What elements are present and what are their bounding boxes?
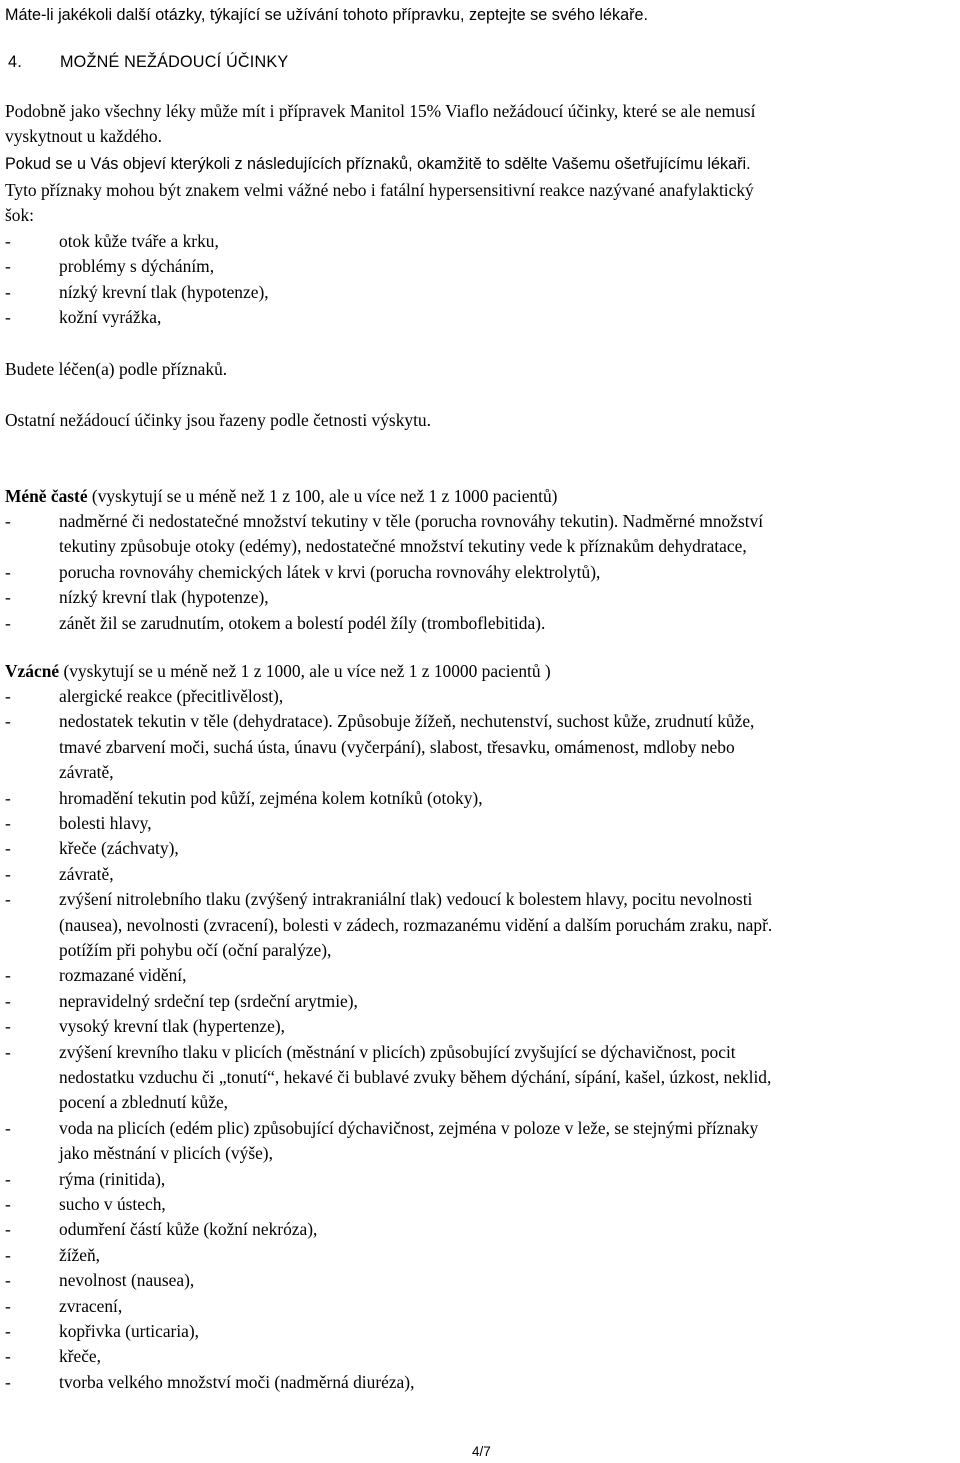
list-item-text: nedostatku vzduchu či „tonutí“, hekavé či bublavé zvuky během dýchání, sípání, kašel, úzkost, neklid, bbox=[59, 1067, 772, 1087]
list-dash: - bbox=[5, 1168, 11, 1189]
list-item-text: porucha rovnováhy chemických látek v krvi (porucha rovnováhy elektrolytů), bbox=[59, 561, 601, 582]
list-item-text: jako městnání v plicích (výše), bbox=[59, 1143, 273, 1164]
list-item-text: alergické reakce (přecitlivělost), bbox=[59, 686, 284, 706]
list-item-text: vysoký krevní tlak (hypertenze), bbox=[59, 1016, 286, 1037]
section-number: 4. bbox=[8, 53, 22, 71]
list-item-text: (nausea), nevolnosti (zvracení), bolesti v zádech, rozmazanému vidění a dalším poruchám zraku, např. bbox=[59, 914, 773, 935]
list-dash: - bbox=[5, 1244, 11, 1265]
list-dash: - bbox=[5, 686, 11, 706]
section-title: MOŽNÉ NEŽÁDOUCÍ ÚČINKY bbox=[60, 53, 289, 71]
list-item-text: nízký krevní tlak (hypotenze), bbox=[59, 587, 269, 608]
list-dash: - bbox=[5, 1194, 11, 1214]
list-dash: - bbox=[5, 587, 11, 608]
list-item-text: otok kůže tváře a krku, bbox=[59, 231, 219, 251]
list-dash: - bbox=[5, 1117, 11, 1138]
paragraph-line: Podobně jako všechny léky může mít i přípravek Manitol 15% Viaflo nežádoucí účinky, které se ale nemusí bbox=[5, 101, 756, 121]
list-item-text: kožní vyrážka, bbox=[59, 307, 162, 328]
list-item-text: rýma (rinitida), bbox=[59, 1168, 166, 1189]
list-dash: - bbox=[5, 1346, 11, 1367]
list-item-text: nevolnost (nausea), bbox=[59, 1270, 195, 1291]
page-number: 4/7 bbox=[472, 1444, 491, 1459]
list-item-text: nadměrné či nedostatečné množství tekutiny v těle (porucha rovnováhy tekutin). Nadměrné množství bbox=[59, 511, 764, 531]
list-dash: - bbox=[5, 1041, 11, 1062]
list-item-text: odumření částí kůže (kožní nekróza), bbox=[59, 1219, 318, 1240]
list-dash: - bbox=[5, 813, 11, 833]
list-dash: - bbox=[5, 863, 11, 884]
paragraph-line: vyskytnout u každého. bbox=[5, 126, 162, 146]
frequency-line: Ostatní nežádoucí účinky jsou řazeny podle četnosti výskytu. bbox=[5, 410, 431, 430]
section-heading bbox=[8, 52, 288, 72]
list-item-text: pocení a zblednutí kůže, bbox=[59, 1092, 229, 1113]
uncommon-label: Méně časté bbox=[5, 486, 88, 506]
list-dash: - bbox=[5, 561, 11, 582]
list-item-text: problémy s dýcháním, bbox=[59, 256, 215, 277]
list-dash: - bbox=[5, 1270, 11, 1291]
list-item-text: voda na plicích (edém plic) způsobující dýchavičnost, zejména v poloze v leže, se stejnými příznaky bbox=[59, 1117, 759, 1138]
rare-desc: (vyskytují se u méně než 1 z 1000, ale u více než 1 z 10000 pacientů ) bbox=[59, 661, 551, 681]
list-dash: - bbox=[5, 307, 11, 328]
list-item-text: žížeň, bbox=[59, 1244, 101, 1265]
warning-line: Pokud se u Vás objeví kterýkoli z následujících příznaků, okamžitě to sdělte Vašemu ošetřujícímu lékaři. bbox=[5, 155, 751, 173]
list-item-text: rozmazané vidění, bbox=[59, 965, 187, 986]
list-dash: - bbox=[5, 1219, 11, 1240]
list-item-text: křeče (záchvaty), bbox=[59, 838, 179, 859]
list-dash: - bbox=[5, 1321, 11, 1341]
list-item-text: sucho v ústech, bbox=[59, 1194, 166, 1214]
uncommon-desc: (vyskytují se u méně než 1 z 100, ale u více než 1 z 1000 pacientů) bbox=[87, 486, 558, 506]
list-item-text: nedostatek tekutin v těle (dehydratace). Způsobuje žížeň, nechutenství, suchost kůže, zrudnutí kůže, bbox=[59, 711, 755, 732]
list-item-text: křeče, bbox=[59, 1346, 101, 1367]
intro-line: Máte-li jakékoli další otázky, týkající se užívání tohoto přípravku, zeptejte se svého lékaře. bbox=[5, 6, 649, 24]
list-dash: - bbox=[5, 1016, 11, 1037]
shock-line: Tyto příznaky mohou být znakem velmi vážné nebo i fatální hypersensitivní reakce nazývané anafylaktický bbox=[5, 180, 754, 200]
list-dash: - bbox=[5, 965, 11, 986]
list-dash: - bbox=[5, 787, 11, 808]
shock-line: šok: bbox=[5, 205, 34, 225]
list-item-text: závratě, bbox=[59, 863, 114, 884]
list-dash: - bbox=[5, 711, 11, 732]
list-item-text: nepravidelný srdeční tep (srdeční arytmie), bbox=[59, 990, 358, 1011]
list-item-text: zvracení, bbox=[59, 1295, 123, 1316]
list-dash: - bbox=[5, 990, 11, 1011]
list-item-text: hromadění tekutin pod kůží, zejména kolem kotníků (otoky), bbox=[59, 787, 483, 808]
list-item-text: zvýšení nitrolebního tlaku (zvýšený intrakraniální tlak) vedoucí k bolestem hlavy, pocitu nevolnosti bbox=[59, 889, 753, 910]
list-item-text: kopřivka (urticaria), bbox=[59, 1321, 200, 1341]
list-dash: - bbox=[5, 231, 11, 251]
rare-heading bbox=[5, 661, 551, 681]
list-item-text: závratě, bbox=[59, 762, 114, 783]
list-dash: - bbox=[5, 1371, 11, 1392]
list-dash: - bbox=[5, 612, 11, 633]
list-dash: - bbox=[5, 281, 11, 302]
list-item-text: potížím při pohybu očí (oční paralýze), bbox=[59, 940, 332, 960]
list-dash: - bbox=[5, 256, 11, 277]
list-item-text: tekutiny způsobuje otoky (edémy), nedostatečné množství tekutiny vede k příznakům dehydratace, bbox=[59, 536, 747, 557]
list-item-text: zánět žil se zarudnutím, otokem a bolestí podél žíly (tromboflebitida). bbox=[59, 612, 546, 633]
list-dash: - bbox=[5, 889, 11, 910]
list-item-text: nízký krevní tlak (hypotenze), bbox=[59, 281, 269, 302]
list-item-text: bolesti hlavy, bbox=[59, 813, 152, 833]
treatment-line: Budete léčen(a) podle příznaků. bbox=[5, 359, 228, 379]
list-dash: - bbox=[5, 511, 11, 531]
list-item-text: zvýšení krevního tlaku v plicích (městnání v plicích) způsobující zvyšující se dýchavičnost, pocit bbox=[59, 1041, 736, 1062]
list-dash: - bbox=[5, 838, 11, 859]
rare-label: Vzácné bbox=[5, 661, 60, 681]
list-item-text: tvorba velkého množství moči (nadměrná diuréza), bbox=[59, 1371, 415, 1392]
list-item-text: tmavé zbarvení moči, suchá ústa, únavu (vyčerpání), slabost, třesavku, omámenost, mdloby nebo bbox=[59, 736, 735, 757]
list-dash: - bbox=[5, 1295, 11, 1316]
uncommon-heading bbox=[5, 486, 557, 506]
